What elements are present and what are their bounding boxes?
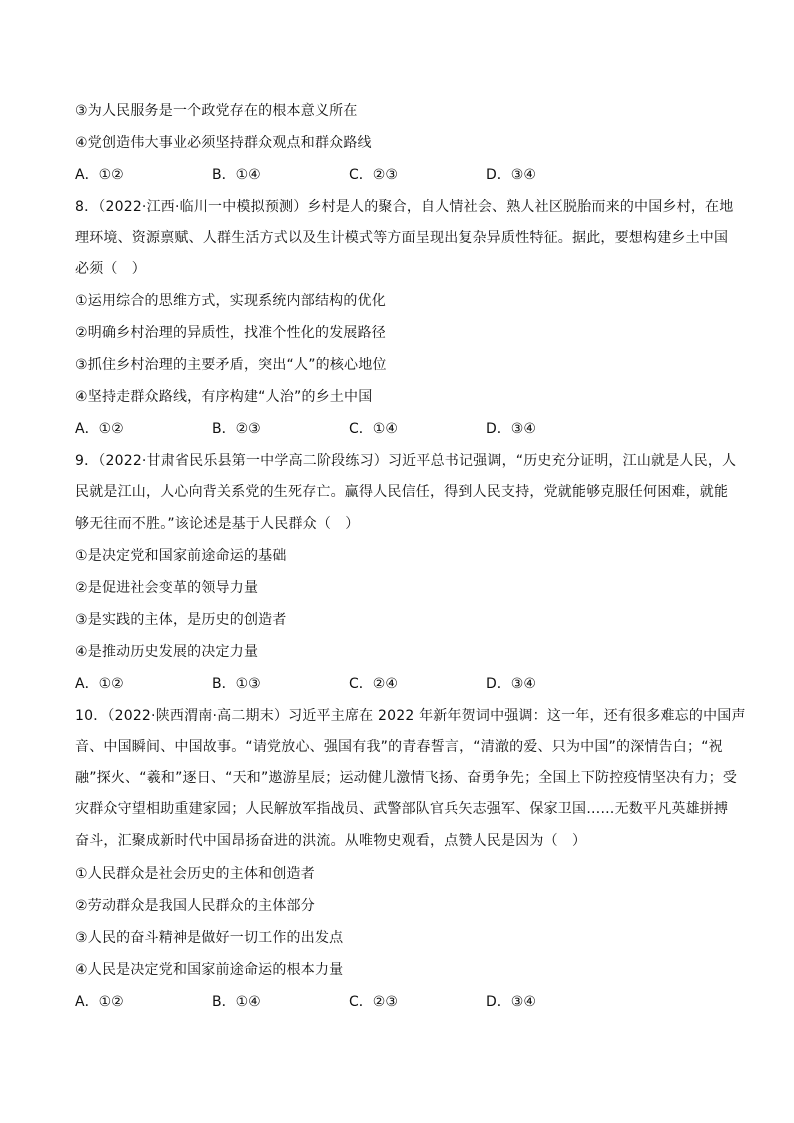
q8-statement-4: ④坚持走群众路线，有序构建“人治”的乡土中国 [75, 389, 373, 405]
q8-stem-line-1: 8．（2022·江西·临川一中模拟预测）乡村是人的聚合，自人情社会、熟人社区脱胎而来的中国乡村，在地 [75, 199, 734, 215]
q8-statement-1: ①运用综合的思维方式，实现系统内部结构的优化 [75, 293, 386, 309]
q9-stem-line-1: 9．（2022·甘肃省民乐县第一中学高二阶段练习）习近平总书记强调，“历史充分证明，江山就是人民，人 [75, 453, 737, 469]
q7-statement-4: ④党创造伟大事业必须坚持群众观点和群众路线 [75, 135, 372, 151]
q7-option-b[interactable]: B．①④ [212, 167, 261, 183]
q10-statement-1: ①人民群众是社会历史的主体和创造者 [75, 866, 315, 882]
q7-option-c[interactable]: C．②③ [349, 167, 398, 183]
q10-statement-2: ②劳动群众是我国人民群众的主体部分 [75, 898, 315, 914]
q10-option-c[interactable]: C．②③ [349, 994, 398, 1010]
q9-option-b[interactable]: B．①③ [212, 676, 261, 692]
q8-option-b[interactable]: B．②③ [212, 421, 261, 437]
q8-statement-3: ③抓住乡村治理的主要矛盾，突出“人”的核心地位 [75, 357, 387, 373]
q8-stem-line-2: 理环境、资源禀赋、人群生活方式以及生计模式等方面呈现出复杂异质性特征。据此，要想构建乡土中国 [75, 230, 729, 246]
q8-option-a[interactable]: A．①② [75, 421, 124, 437]
q10-stem-line-5: 奋斗，汇聚成新时代中国昂扬奋进的洪流。从唯物史观看，点赞人民是因为（ ） [75, 833, 587, 849]
q10-statement-4: ④人民是决定党和国家前途命运的根本力量 [75, 962, 344, 978]
q10-option-d[interactable]: D．③④ [486, 994, 536, 1010]
q9-statement-3: ③是实践的主体，是历史的创造者 [75, 612, 287, 628]
q9-option-a[interactable]: A．①② [75, 676, 124, 692]
q9-options [75, 674, 725, 694]
q8-stem-line-3: 必须（ ） [75, 261, 146, 277]
q10-stem-line-4: 灾群众守望相助重建家园；人民解放军指战员、武警部队官兵矢志强军、保家卫国……无数平凡英雄拼搏 [75, 801, 729, 817]
q8-option-c[interactable]: C．①④ [349, 421, 398, 437]
q10-option-b[interactable]: B．①④ [212, 994, 261, 1010]
q10-options [75, 992, 725, 1012]
q9-stem-line-3: 够无往而不胜。”该论述是基于人民群众（ ） [75, 516, 360, 532]
q10-option-a[interactable]: A．①② [75, 994, 124, 1010]
q9-option-d[interactable]: D．③④ [486, 676, 536, 692]
q9-statement-2: ②是促进社会变革的领导力量 [75, 580, 259, 596]
q7-statement-3: ③为人民服务是一个政党存在的根本意义所在 [75, 103, 358, 119]
q7-options [75, 165, 725, 185]
q10-stem-line-1: 10．（2022·陕西渭南·高二期末）习近平主席在 2022 年新年贺词中强调：这一年，还有很多难忘的中国声 [75, 708, 746, 724]
q10-stem-line-3: 融”探火、“羲和”逐日、“天和”遨游星辰；运动健儿激情飞扬、奋勇争先；全国上下防控疫情坚决有力；受 [75, 770, 738, 786]
q8-options [75, 419, 725, 439]
q9-statement-4: ④是推动历史发展的决定力量 [75, 644, 259, 660]
q8-statement-2: ②明确乡村治理的异质性，找准个性化的发展路径 [75, 325, 386, 341]
q9-option-c[interactable]: C．②④ [349, 676, 398, 692]
q10-statement-3: ③人民的奋斗精神是做好一切工作的出发点 [75, 930, 344, 946]
q8-option-d[interactable]: D．③④ [486, 421, 536, 437]
q9-statement-1: ①是决定党和国家前途命运的基础 [75, 548, 287, 564]
q7-option-a[interactable]: A．①② [75, 167, 124, 183]
q9-stem-line-2: 民就是江山，人心向背关系党的生死存亡。赢得人民信任，得到人民支持，党就能够克服任何困难，就能 [75, 484, 729, 500]
q10-stem-line-2: 音、中国瞬间、中国故事。“请党放心、强国有我”的青春誓言，“清澈的爱、只为中国”的深情告白；“祝 [75, 739, 723, 755]
q7-option-d[interactable]: D．③④ [486, 167, 536, 183]
